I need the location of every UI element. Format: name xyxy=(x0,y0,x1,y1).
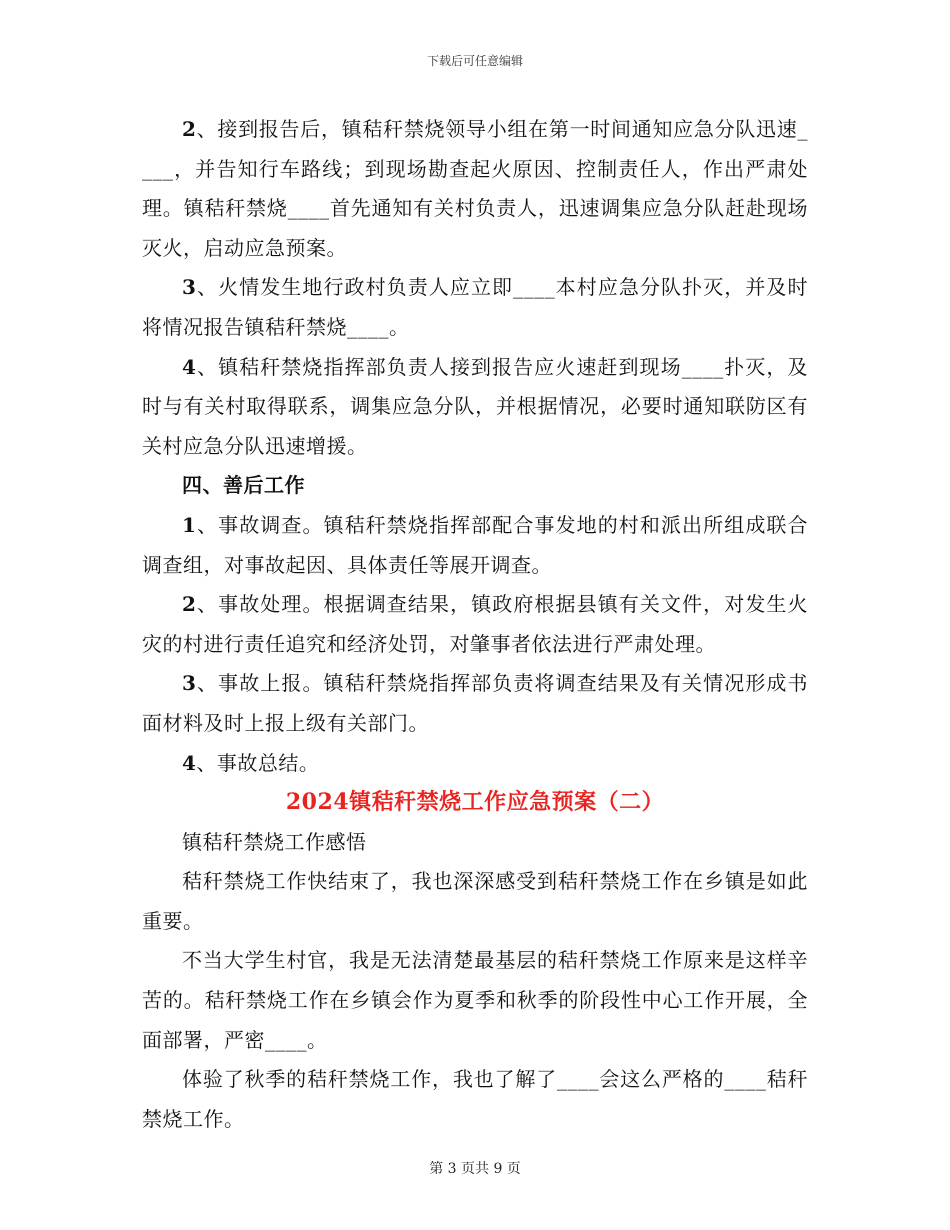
paragraph-text: 、事故总结。 xyxy=(196,750,320,775)
paragraph-accident-summary xyxy=(142,744,808,784)
page-footer: 第 3 页共 9 页 xyxy=(429,1161,521,1177)
paragraph-accident-handling xyxy=(142,585,808,664)
page-header: 下载后可任意编辑 xyxy=(426,54,523,68)
paragraph-text: 、镇秸秆禁烧指挥部负责人接到报告应火速赶到现场____扑灭，及时与有关村取得联系，调集应急分队，并根据情况，必要时通知联防区有关村应急分队迅速增援。 xyxy=(142,354,808,458)
paragraph-item-2 xyxy=(142,110,808,268)
item-number: 4 xyxy=(182,354,197,379)
item-number: 2 xyxy=(182,592,197,617)
paragraph-body xyxy=(142,862,808,941)
paragraph-body xyxy=(142,941,808,1060)
paragraph-item-4 xyxy=(142,348,808,467)
paragraph-text: 、事故处理。根据调查结果，镇政府根据县镇有关文件，对发生火灾的村进行责任追究和经济处罚，对肇事者依法进行严肃处理。 xyxy=(142,592,808,656)
item-number: 3 xyxy=(182,275,197,300)
item-number: 3 xyxy=(182,671,197,696)
paragraph-text: 不当大学生村官，我是无法清楚最基层的秸秆禁烧工作原来是这样辛苦的。秸秆禁烧工作在乡镇会作为夏季和秋季的阶段性中心工作开展，全面部署，严密____。 xyxy=(142,948,808,1052)
paragraph-text: 、火情发生地行政村负责人应立即____本村应急分队扑灭，并及时将情况报告镇秸秆禁烧____。 xyxy=(142,275,808,339)
paragraph-text: 体验了秋季的秸秆禁烧工作，我也了解了____会这么严格的____秸秆禁烧工作。 xyxy=(142,1067,808,1131)
paragraph-text: 、事故调查。镇秸秆禁烧指挥部配合事发地的村和派出所组成联合调查组，对事故起因、具体责任等展开调查。 xyxy=(142,512,808,577)
document-title: 2024镇秸秆禁烧工作应急预案（二） xyxy=(285,789,665,816)
paragraph-text: 、事故上报。镇秸秆禁烧指挥部负责将调查结果及有关情况形成书面材料及时上报上级有关部门。 xyxy=(142,671,808,735)
paragraph-item-3 xyxy=(142,268,808,347)
paragraph-text: 、接到报告后，镇秸秆禁烧领导小组在第一时间通知应急分队迅速____，并告知行车路线；到现场勘查起火原因、控制责任人，作出严肃处理。镇秸秆禁烧____首先通知有关村负责人，迅速调集应急分队赶赴现场灭火，启动应急预案。 xyxy=(142,117,808,260)
paragraph-text: 镇秸秆禁烧工作感悟 xyxy=(182,829,367,854)
item-number: 2 xyxy=(182,117,197,141)
paragraph-body xyxy=(142,1060,808,1139)
paragraph-text: 秸秆禁烧工作快结束了，我也深深感受到秸秆禁烧工作在乡镇是如此重要。 xyxy=(142,869,808,933)
paragraph-subtitle xyxy=(142,823,808,863)
item-number: 4 xyxy=(182,750,197,775)
item-number: 1 xyxy=(182,512,197,537)
document-body xyxy=(142,110,808,1139)
paragraph-accident-investigation xyxy=(142,506,808,585)
paragraph-accident-report xyxy=(142,664,808,743)
section-heading: 四、善后工作 xyxy=(182,473,305,498)
